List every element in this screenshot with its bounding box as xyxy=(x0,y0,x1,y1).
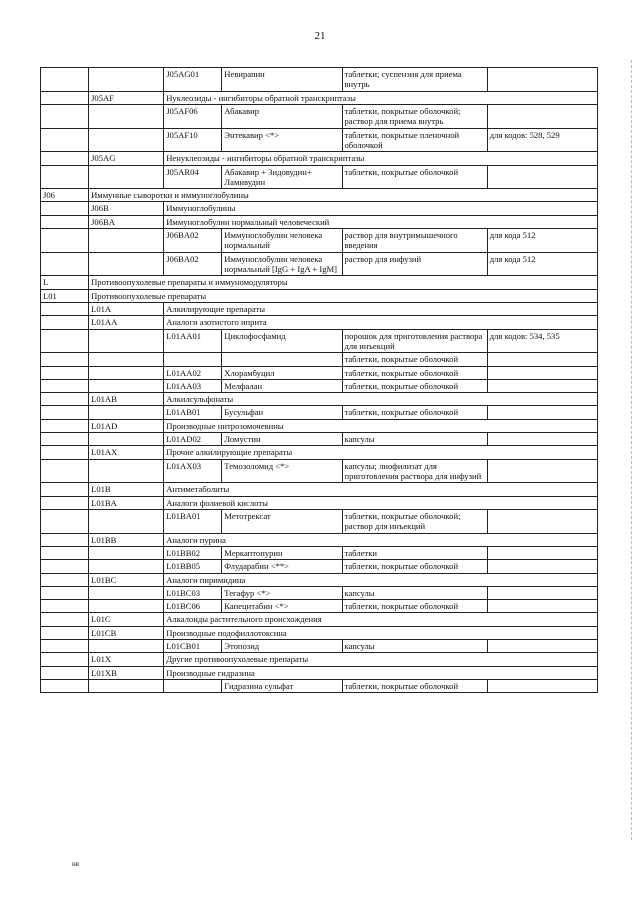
drug-name: Невирапин xyxy=(222,68,342,92)
table-row xyxy=(41,546,598,559)
table-row xyxy=(41,433,598,446)
atc-group-code: J05AF xyxy=(89,91,164,104)
dosage-form: капсулы xyxy=(342,586,487,599)
dosage-form: таблетки; суспензия для приема внутрь xyxy=(342,68,487,92)
atc-level1-code xyxy=(41,459,89,483)
atc-group-title: Антиметаболиты xyxy=(164,483,598,496)
atc-level1-code: J06 xyxy=(41,189,89,202)
atc-group-code xyxy=(89,459,164,483)
atc-level1-title: Иммунные сыворотки и иммуноглобулины xyxy=(89,189,598,202)
atc-level1-code xyxy=(41,626,89,639)
table-row xyxy=(41,640,598,653)
drug-note xyxy=(487,600,597,613)
atc-level1-code xyxy=(41,680,89,693)
atc-drug-code: J06BA02 xyxy=(164,252,222,276)
dosage-form: таблетки, покрытые оболочкой xyxy=(342,600,487,613)
table-row xyxy=(41,202,598,215)
table-row xyxy=(41,459,598,483)
atc-drug-code: L01AX03 xyxy=(164,459,222,483)
atc-level1-code xyxy=(41,509,89,533)
table-row xyxy=(41,91,598,104)
table-row xyxy=(41,586,598,599)
atc-level1-title: Противоопухолевые препараты xyxy=(89,289,598,302)
dosage-form: таблетки, покрытые оболочкой xyxy=(342,353,487,366)
atc-level1-code xyxy=(41,640,89,653)
drug-note xyxy=(487,509,597,533)
drug-note xyxy=(487,586,597,599)
atc-group-code: L01AB xyxy=(89,393,164,406)
atc-drug-code: L01AA02 xyxy=(164,366,222,379)
atc-group-code: J06BA xyxy=(89,215,164,228)
table-row xyxy=(41,496,598,509)
atc-level1-code xyxy=(41,666,89,679)
table-row xyxy=(41,379,598,392)
page-number: 21 xyxy=(314,30,326,42)
atc-group-title: Аналоги азотистого иприта xyxy=(164,316,598,329)
atc-level1-code xyxy=(41,546,89,559)
atc-drug-code xyxy=(164,353,222,366)
atc-group-code xyxy=(89,586,164,599)
dosage-form: таблетки, покрытые оболочкой xyxy=(342,379,487,392)
atc-drug-code: L01BC06 xyxy=(164,600,222,613)
atc-group-title: Прочие алкилирующие препараты xyxy=(164,446,598,459)
table-row xyxy=(41,666,598,679)
table-body xyxy=(41,68,598,693)
atc-group-title: Алкилирующие препараты xyxy=(164,302,598,315)
table-row xyxy=(41,509,598,533)
dosage-form: таблетки xyxy=(342,546,487,559)
atc-level1-code xyxy=(41,379,89,392)
atc-drug-code: L01BC03 xyxy=(164,586,222,599)
atc-group-code: L01X xyxy=(89,653,164,666)
table-row xyxy=(41,446,598,459)
atc-group-code: L01BB xyxy=(89,533,164,546)
atc-group-code: L01AA xyxy=(89,316,164,329)
atc-level1-code xyxy=(41,353,89,366)
atc-level1-code xyxy=(41,316,89,329)
table-row xyxy=(41,215,598,228)
atc-drug-code: L01AA03 xyxy=(164,379,222,392)
atc-drug-code: L01BA01 xyxy=(164,509,222,533)
drug-note: для кодов: 528, 529 xyxy=(487,128,597,152)
atc-level1-code xyxy=(41,128,89,152)
drug-name: Абакавир + Зидовудин+ Ламивудин xyxy=(222,165,342,189)
drug-note xyxy=(487,353,597,366)
atc-group-code: L01BC xyxy=(89,573,164,586)
atc-level1-code xyxy=(41,419,89,432)
table-row xyxy=(41,353,598,366)
atc-level1-code xyxy=(41,496,89,509)
dosage-form: таблетки, покрытые оболочкой xyxy=(342,560,487,573)
atc-group-code xyxy=(89,68,164,92)
atc-level1-code xyxy=(41,483,89,496)
dosage-form: таблетки, покрытые оболочкой xyxy=(342,406,487,419)
atc-group-code: L01A xyxy=(89,302,164,315)
drug-classification-table xyxy=(40,67,598,693)
atc-level1-code xyxy=(41,446,89,459)
atc-level1-title: Противоопухолевые препараты и иммуномодуляторы xyxy=(89,276,598,289)
drug-name: Мелфалан xyxy=(222,379,342,392)
atc-level1-code xyxy=(41,653,89,666)
table-row xyxy=(41,229,598,253)
atc-group-code: L01AD xyxy=(89,419,164,432)
atc-group-title: Производные гидразина xyxy=(164,666,598,679)
atc-drug-code: J05AF10 xyxy=(164,128,222,152)
drug-name: Ломустин xyxy=(222,433,342,446)
drug-note xyxy=(487,366,597,379)
dosage-form: таблетки, покрытые пленочной оболочкой xyxy=(342,128,487,152)
drug-note xyxy=(487,546,597,559)
drug-name: Этопозид xyxy=(222,640,342,653)
atc-level1-code xyxy=(41,165,89,189)
atc-level1-code xyxy=(41,560,89,573)
drug-note xyxy=(487,433,597,446)
drug-name: Иммуноглобулин человека нормальный xyxy=(222,229,342,253)
dosage-form: раствор для инфузий xyxy=(342,252,487,276)
atc-level1-code xyxy=(41,393,89,406)
atc-group-title: Ненуклеозиды - ингибиторы обратной транскриптазы xyxy=(164,152,598,165)
drug-note xyxy=(487,379,597,392)
drug-name: Иммуноглобулин человека нормальный [IgG + IgA + IgM] xyxy=(222,252,342,276)
table-row xyxy=(41,302,598,315)
table-row xyxy=(41,289,598,302)
atc-group-code xyxy=(89,229,164,253)
table-row xyxy=(41,189,598,202)
atc-group-code xyxy=(89,509,164,533)
atc-group-title: Аналоги пурина xyxy=(164,533,598,546)
drug-name: Хлорамбуцил xyxy=(222,366,342,379)
dosage-form: таблетки, покрытые оболочкой xyxy=(342,366,487,379)
atc-level1-code xyxy=(41,229,89,253)
atc-group-code: L01CB xyxy=(89,626,164,639)
dosage-form: капсулы; лиофилизат для приготовления раствора для инфузий xyxy=(342,459,487,483)
atc-group-code: J06B xyxy=(89,202,164,215)
atc-group-code xyxy=(89,104,164,128)
table-row xyxy=(41,393,598,406)
table-row xyxy=(41,276,598,289)
table-row xyxy=(41,653,598,666)
dosage-form: таблетки, покрытые оболочкой xyxy=(342,680,487,693)
drug-name: Меркаптопурин xyxy=(222,546,342,559)
drug-name: Абакавир xyxy=(222,104,342,128)
atc-group-code xyxy=(89,379,164,392)
drug-note xyxy=(487,680,597,693)
atc-level1-code xyxy=(41,302,89,315)
drug-note xyxy=(487,459,597,483)
drug-name: Темозоломид <*> xyxy=(222,459,342,483)
drug-name: Капецитабин <*> xyxy=(222,600,342,613)
dosage-form: таблетки, покрытые оболочкой xyxy=(342,165,487,189)
drug-name: Флударабин <**> xyxy=(222,560,342,573)
atc-group-title: Аналоги фолиевой кислоты xyxy=(164,496,598,509)
atc-drug-code: L01AB01 xyxy=(164,406,222,419)
atc-level1-code xyxy=(41,91,89,104)
drug-note: для кодов: 534, 535 xyxy=(487,329,597,353)
atc-level1-code: L xyxy=(41,276,89,289)
atc-group-title: Другие противоопухолевые препараты xyxy=(164,653,598,666)
atc-drug-code: L01AD02 xyxy=(164,433,222,446)
atc-group-code xyxy=(89,680,164,693)
atc-group-code xyxy=(89,560,164,573)
table-row xyxy=(41,419,598,432)
table-row xyxy=(41,165,598,189)
atc-level1-code xyxy=(41,202,89,215)
atc-group-code: L01C xyxy=(89,613,164,626)
table-row xyxy=(41,483,598,496)
atc-drug-code xyxy=(164,680,222,693)
atc-level1-code xyxy=(41,152,89,165)
atc-group-title: Алкалоиды растительного происхождения xyxy=(164,613,598,626)
dosage-form: раствор для внутримышечного введения xyxy=(342,229,487,253)
drug-note: для кода 512 xyxy=(487,229,597,253)
drug-note xyxy=(487,640,597,653)
table-row xyxy=(41,366,598,379)
atc-level1-code xyxy=(41,586,89,599)
atc-group-code xyxy=(89,353,164,366)
atc-group-code xyxy=(89,600,164,613)
atc-drug-code: J05AG01 xyxy=(164,68,222,92)
table-row xyxy=(41,613,598,626)
table-row xyxy=(41,68,598,92)
atc-level1-code xyxy=(41,104,89,128)
drug-name: Энтекавир <*> xyxy=(222,128,342,152)
atc-group-code xyxy=(89,433,164,446)
drug-note xyxy=(487,165,597,189)
atc-group-code: L01B xyxy=(89,483,164,496)
atc-drug-code: L01AA01 xyxy=(164,329,222,353)
table-row xyxy=(41,252,598,276)
scan-edge-artifact xyxy=(630,60,632,840)
atc-level1-code xyxy=(41,573,89,586)
atc-group-code xyxy=(89,165,164,189)
atc-group-title: Нуклеозиды - ингибиторы обратной транскриптазы xyxy=(164,91,598,104)
drug-name: Тегафур <*> xyxy=(222,586,342,599)
atc-level1-code xyxy=(41,252,89,276)
atc-group-code: L01XB xyxy=(89,666,164,679)
atc-group-code xyxy=(89,128,164,152)
atc-drug-code: L01BB02 xyxy=(164,546,222,559)
table-row xyxy=(41,560,598,573)
atc-group-title: Иммуноглобулин нормальный человеческий xyxy=(164,215,598,228)
atc-level1-code xyxy=(41,600,89,613)
atc-drug-code: L01BB05 xyxy=(164,560,222,573)
dosage-form: порошок для приготовления раствора для инъекций xyxy=(342,329,487,353)
atc-level1-code xyxy=(41,433,89,446)
drug-name: Метотрексат xyxy=(222,509,342,533)
drug-name: Циклофосфамид xyxy=(222,329,342,353)
table-row xyxy=(41,316,598,329)
table-row xyxy=(41,573,598,586)
atc-drug-code: J05AR04 xyxy=(164,165,222,189)
table-row xyxy=(41,600,598,613)
atc-group-code xyxy=(89,406,164,419)
table-row xyxy=(41,128,598,152)
footer-mark: нв xyxy=(72,860,80,868)
atc-group-title: Производные подофиллотоксина xyxy=(164,626,598,639)
atc-level1-code xyxy=(41,613,89,626)
drug-name xyxy=(222,353,342,366)
drug-note: для кода 512 xyxy=(487,252,597,276)
table-row xyxy=(41,626,598,639)
atc-group-code xyxy=(89,366,164,379)
atc-level1-code xyxy=(41,533,89,546)
atc-group-title: Иммуноглобулины xyxy=(164,202,598,215)
atc-group-code xyxy=(89,329,164,353)
atc-level1-code xyxy=(41,329,89,353)
atc-level1-code xyxy=(41,215,89,228)
drug-note xyxy=(487,560,597,573)
atc-level1-code xyxy=(41,366,89,379)
atc-level1-code: L01 xyxy=(41,289,89,302)
dosage-form: таблетки, покрытые оболочкой; раствор для инъекций xyxy=(342,509,487,533)
atc-level1-code xyxy=(41,406,89,419)
table-row xyxy=(41,152,598,165)
atc-level1-code xyxy=(41,68,89,92)
atc-group-code xyxy=(89,546,164,559)
atc-group-code xyxy=(89,640,164,653)
atc-drug-code: J05AF06 xyxy=(164,104,222,128)
drug-note xyxy=(487,68,597,92)
table-row xyxy=(41,680,598,693)
atc-drug-code: L01CB01 xyxy=(164,640,222,653)
table-row xyxy=(41,329,598,353)
drug-note xyxy=(487,104,597,128)
atc-group-code xyxy=(89,252,164,276)
atc-group-title: Аналоги пиримидина xyxy=(164,573,598,586)
dosage-form: капсулы xyxy=(342,640,487,653)
drug-note xyxy=(487,406,597,419)
atc-group-code: J05AG xyxy=(89,152,164,165)
atc-drug-code: J06BA02 xyxy=(164,229,222,253)
dosage-form: капсулы xyxy=(342,433,487,446)
table-row xyxy=(41,406,598,419)
atc-group-title: Алкилсульфонаты xyxy=(164,393,598,406)
atc-group-code: L01BA xyxy=(89,496,164,509)
atc-group-code: L01AX xyxy=(89,446,164,459)
table-row xyxy=(41,104,598,128)
dosage-form: таблетки, покрытые оболочкой; раствор для приема внутрь xyxy=(342,104,487,128)
atc-group-title: Производные нитрозомочевины xyxy=(164,419,598,432)
drug-name: Бусульфан xyxy=(222,406,342,419)
table-row xyxy=(41,533,598,546)
drug-name: Гидразина сульфат xyxy=(222,680,342,693)
